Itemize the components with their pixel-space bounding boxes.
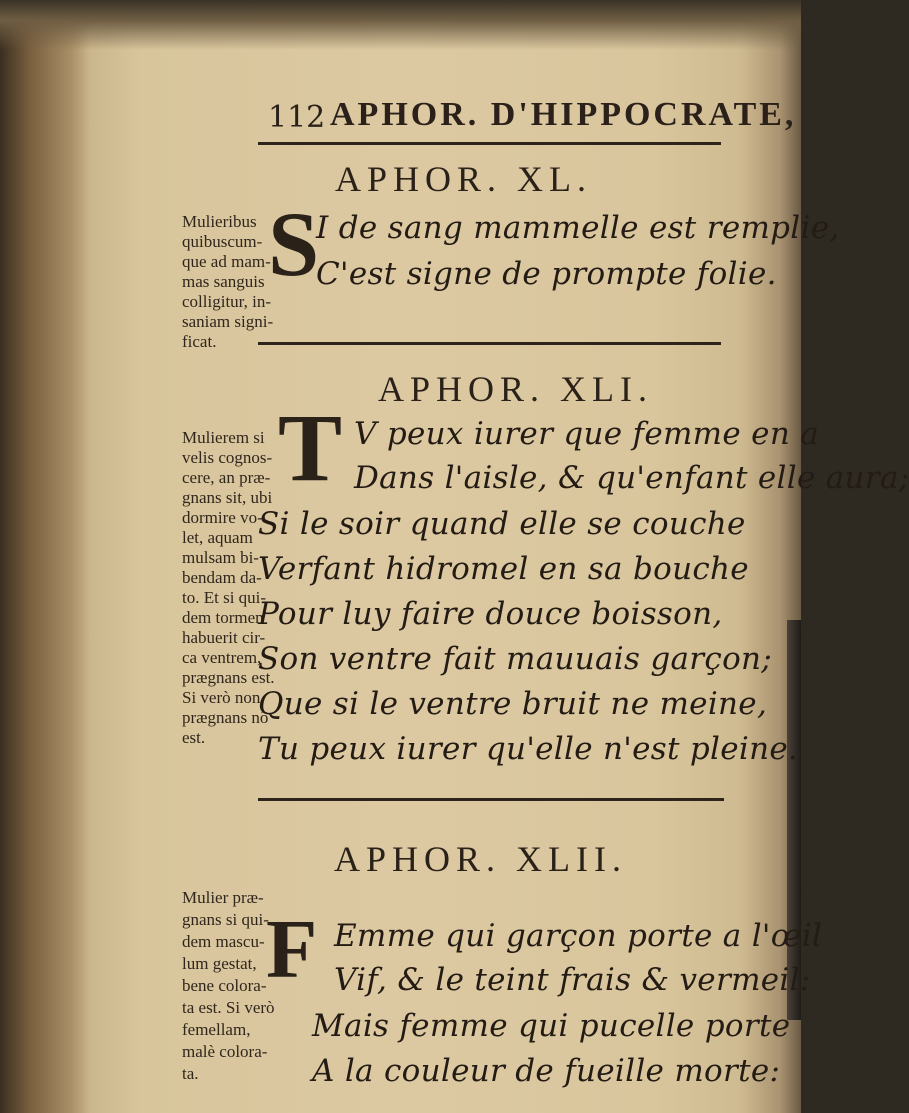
drop-cap-t: T xyxy=(278,394,343,501)
margin-line: ficat. xyxy=(182,332,217,351)
margin-line: mulsam bi- xyxy=(182,548,259,567)
page-number: 112 xyxy=(268,100,326,135)
margin-line: bene colora- xyxy=(182,976,267,995)
margin-line: prægnans est. xyxy=(182,668,275,687)
margin-line: saniam signi- xyxy=(182,312,274,331)
header-rule xyxy=(258,142,721,145)
margin-line: mas sanguis xyxy=(182,272,265,291)
verse-line: Emme qui garçon porte a l'œil xyxy=(334,918,823,954)
margin-line: gnans sit, ubi xyxy=(182,488,273,507)
verse-line: Dans l'aisle, & qu'enfant elle aura; xyxy=(354,460,909,496)
drop-cap-s: S xyxy=(268,193,320,295)
margin-line: dem tormen xyxy=(182,608,264,627)
drop-cap-f: F xyxy=(266,903,318,996)
margin-line: dormire vo- xyxy=(182,508,263,527)
aphorism-heading-40: APHOR. XL. xyxy=(335,159,593,199)
section-rule xyxy=(258,342,721,345)
margin-line: quibuscum- xyxy=(182,232,263,251)
margin-line: malè colora- xyxy=(182,1042,268,1061)
margin-line: prægnans nõ xyxy=(182,708,269,727)
margin-line: ca ventrem, xyxy=(182,648,262,667)
section-rule xyxy=(258,798,724,801)
right-page-edge xyxy=(787,620,801,1020)
verse-line: Vif, & le teint frais & vermeil: xyxy=(334,962,811,998)
margin-line: Si verò non, xyxy=(182,688,265,707)
margin-line: Mulier præ- xyxy=(182,888,264,907)
verse-line: C'est signe de prompte folie. xyxy=(316,256,777,292)
verse-line: Tu peux iurer qu'elle n'est pleine. xyxy=(258,731,799,767)
margin-line: lum gestat, xyxy=(182,954,257,973)
verse-line: A la couleur de fueille morte: xyxy=(312,1053,781,1089)
margin-line: velis cognos- xyxy=(182,448,273,467)
verse-line: V peux iurer que femme en a xyxy=(354,416,820,452)
margin-line: bendam da- xyxy=(182,568,262,587)
verse-line: Si le soir quand elle se couche xyxy=(258,506,746,542)
verse-line: Pour luy faire douce boisson, xyxy=(258,596,723,632)
aphorism-heading-41: APHOR. XLI. xyxy=(378,369,654,409)
verse-line: Mais femme qui pucelle porte xyxy=(312,1008,791,1044)
margin-line: gnans si qui- xyxy=(182,910,269,929)
margin-line: ta est. Si verò xyxy=(182,998,275,1017)
margin-line: Mulierem si xyxy=(182,428,265,447)
verse-line: Son ventre fait mauuais garçon; xyxy=(258,641,773,677)
margin-line: ta. xyxy=(182,1064,199,1083)
margin-line: let, aquam xyxy=(182,528,253,547)
verse-line: Que si le ventre bruit ne meine, xyxy=(258,686,768,722)
margin-line: dem mascu- xyxy=(182,932,265,951)
verse-line: Verfant hidromel en sa bouche xyxy=(258,551,749,587)
margin-line: que ad mam- xyxy=(182,252,271,271)
top-shadow xyxy=(0,0,801,50)
margin-line: habuerit cir- xyxy=(182,628,266,647)
verse-line: I de sang mammelle est remplie, xyxy=(316,210,840,246)
margin-line: to. Et si qui- xyxy=(182,588,267,607)
margin-line: est. xyxy=(182,728,206,747)
aphorism-heading-42: APHOR. XLII. xyxy=(334,839,627,879)
margin-line: cere, an præ- xyxy=(182,468,271,487)
running-title: APHOR. D'HIPPOCRATE, xyxy=(330,96,797,133)
margin-line: Mulieribus xyxy=(182,212,257,231)
margin-line: colligitur, in- xyxy=(182,292,272,311)
margin-line: femellam, xyxy=(182,1020,251,1039)
book-gutter xyxy=(0,0,90,1113)
